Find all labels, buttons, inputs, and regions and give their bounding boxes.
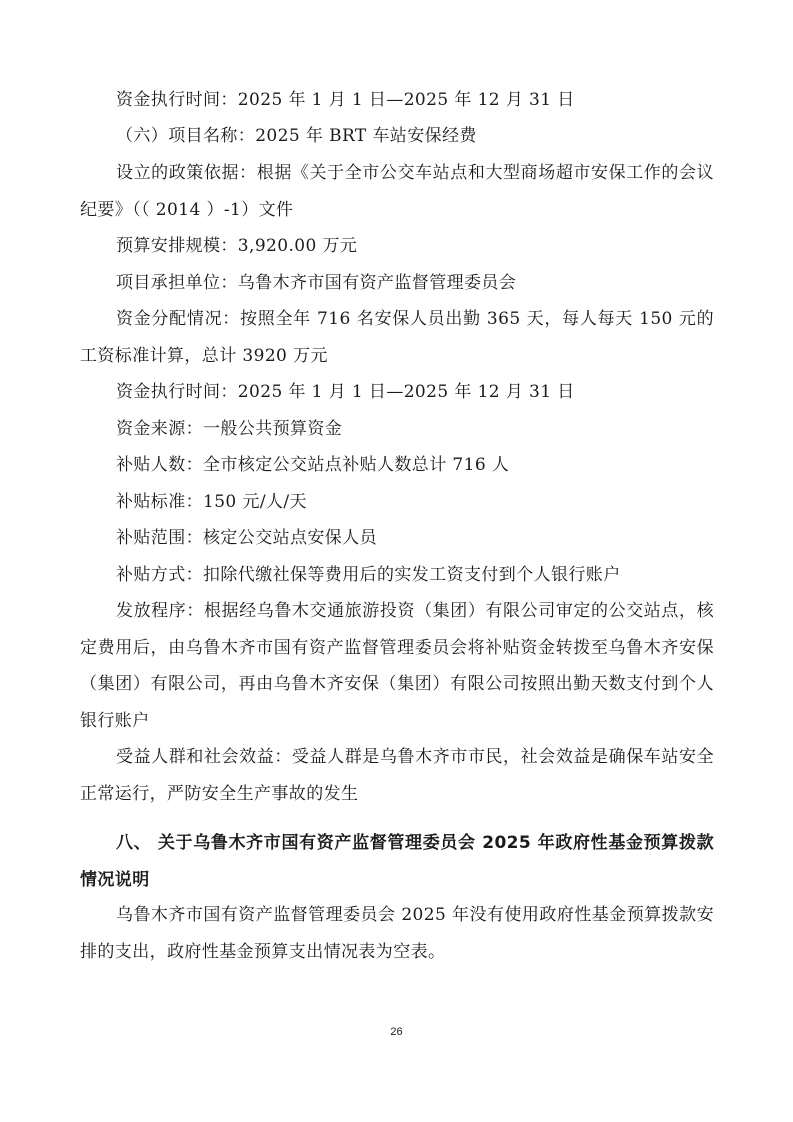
paragraph-subsidy-scope: 补贴范围：核定公交站点安保人员 xyxy=(116,528,377,548)
paragraph-payment-procedure: 发放程序：根据经乌鲁木交通旅游投资（集团）有限公司审定的公交站点，核定费用后，由乌鲁木齐市国有资产监督管理委员会将补贴资金转拨至乌鲁木齐安保（集团）有限公司，再由乌鲁木齐安保（集团）有限公司按照出勤天数支付到个人银行账户 xyxy=(80,601,714,731)
paragraph-execution-time: 资金执行时间：2025 年 1 月 1 日—2025 年 12 月 31 日 xyxy=(116,90,575,110)
paragraph-fund-source: 资金来源：一般公共预算资金 xyxy=(116,419,343,439)
page-number: 26 xyxy=(390,1026,403,1038)
paragraph-project-name: （六）项目名称：2025 年 BRT 车站安保经费 xyxy=(116,126,477,146)
section-body: 乌鲁木齐市国有资产监督管理委员会 2025 年没有使用政府性基金预算拨款安排的支出，政府性基金预算支出情况表为空表。 xyxy=(80,905,714,962)
section-heading: 八、 关于乌鲁木齐市国有资产监督管理委员会 2025 年政府性基金预算拨款情况说明 xyxy=(80,833,714,890)
paragraph-subsidy-method: 补贴方式：扣除代缴社保等费用后的实发工资支付到个人银行账户 xyxy=(116,565,621,585)
paragraph-subsidy-count: 补贴人数：全市核定公交站点补贴人数总计 716 人 xyxy=(116,455,510,475)
paragraph-beneficiaries: 受益人群和社会效益：受益人群是乌鲁木齐市市民，社会效益是确保车站安全正常运行，严防安全生产事故的发生 xyxy=(80,747,714,804)
paragraph-budget-scale: 预算安排规模：3,920.00 万元 xyxy=(116,236,358,256)
paragraph-fund-allocation: 资金分配情况：按照全年 716 名安保人员出勤 365 天，每人每天 150 元的工资标准计算，总计 3920 万元 xyxy=(80,309,714,366)
paragraph-execution-time-2: 资金执行时间：2025 年 1 月 1 日—2025 年 12 月 31 日 xyxy=(116,382,575,402)
paragraph-policy-basis: 设立的政策依据：根据《关于全市公交车站点和大型商场超市安保工作的会议纪要》（（ 2014 ）-1）文件 xyxy=(80,163,714,220)
paragraph-responsible-unit: 项目承担单位：乌鲁木齐市国有资产监督管理委员会 xyxy=(116,273,517,293)
paragraph-subsidy-standard: 补贴标准：150 元/人/天 xyxy=(116,492,307,512)
